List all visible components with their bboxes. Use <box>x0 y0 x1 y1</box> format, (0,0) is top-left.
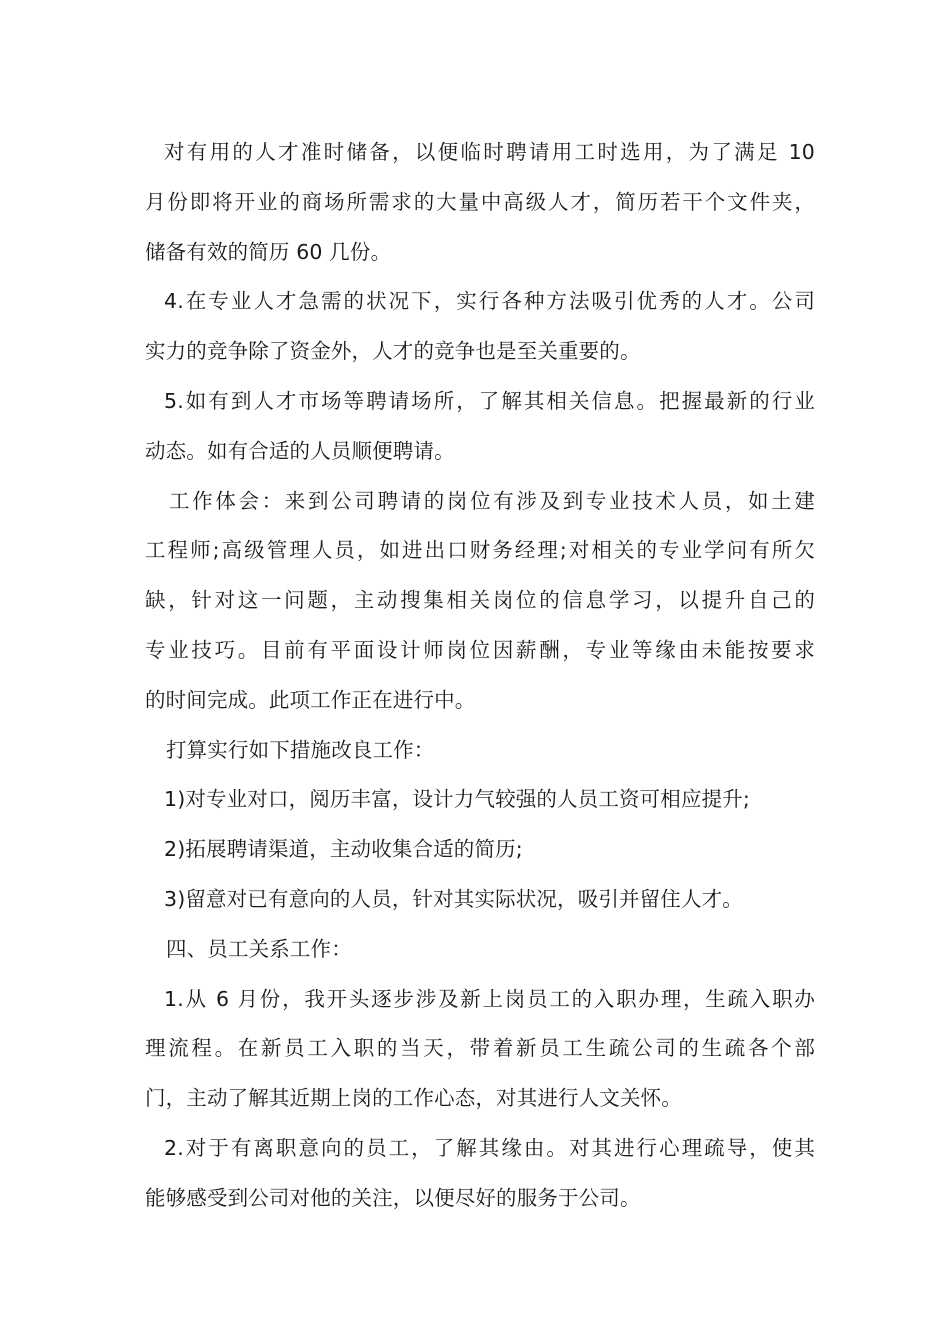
paragraph-line: 动态。如有合适的人员顺便聘请。 <box>145 438 455 463</box>
list-item-line: 2)拓展聘请渠道，主动收集合适的简历; <box>164 837 523 862</box>
paragraph-line: 储备有效的简历 60 几份。 <box>145 239 392 264</box>
paragraph-line: 的时间完成。此项工作正在进行中。 <box>145 687 476 712</box>
list-item-line: 3)留意对已有意向的人员，针对其实际状况，吸引并留住人才。 <box>164 886 743 911</box>
paragraph-line: 专业技巧。目前有平面设计师岗位因薪酬，专业等缘由未能按要求 <box>145 637 815 662</box>
list-item-line: 1)对专业对口，阅历丰富，设计力气较强的人员工资可相应提升; <box>164 787 750 812</box>
paragraph-line: 2.对于有离职意向的员工，了解其缘由。对其进行心理疏导，使其 <box>164 1135 815 1160</box>
paragraph-line: 打算实行如下措施改良工作： <box>166 737 435 762</box>
paragraph-line: 理流程。在新员工入职的当天，带着新员工生疏公司的生疏各个部 <box>145 1036 815 1061</box>
paragraph-line: 缺，针对这一问题，主动搜集相关岗位的信息学习，以提升自己的 <box>145 588 815 613</box>
paragraph-line: 工作体会：来到公司聘请的岗位有涉及到专业技术人员，如土建 <box>169 488 815 513</box>
paragraph-line: 能够感受到公司对他的关注，以便尽好的服务于公司。 <box>145 1185 641 1210</box>
paragraph-line: 对有用的人才准时储备，以便临时聘请用工时选用，为了满足 10 <box>164 140 815 164</box>
section-heading: 四、员工关系工作： <box>166 936 352 961</box>
paragraph-line: 实力的竞争除了资金外，人才的竞争也是至关重要的。 <box>145 339 641 364</box>
paragraph-line: 4.在专业人才急需的状况下，实行各种方法吸引优秀的人才。公司 <box>164 289 815 314</box>
paragraph-line: 门，主动了解其近期上岗的工作心态，对其进行人文关怀。 <box>145 1086 682 1111</box>
paragraph-line: 月份即将开业的商场所需求的大量中高级人才，简历若干个文件夹， <box>145 189 815 214</box>
paragraph-line: 5.如有到人才市场等聘请场所，了解其相关信息。把握最新的行业 <box>164 388 815 413</box>
paragraph-line: 工程师;高级管理人员，如进出口财务经理;对相关的专业学问有所欠 <box>145 538 815 563</box>
paragraph-line: 1.从 6 月份，我开头逐步涉及新上岗员工的入职办理，生疏入职办 <box>164 986 815 1011</box>
document-body <box>145 128 815 1224</box>
